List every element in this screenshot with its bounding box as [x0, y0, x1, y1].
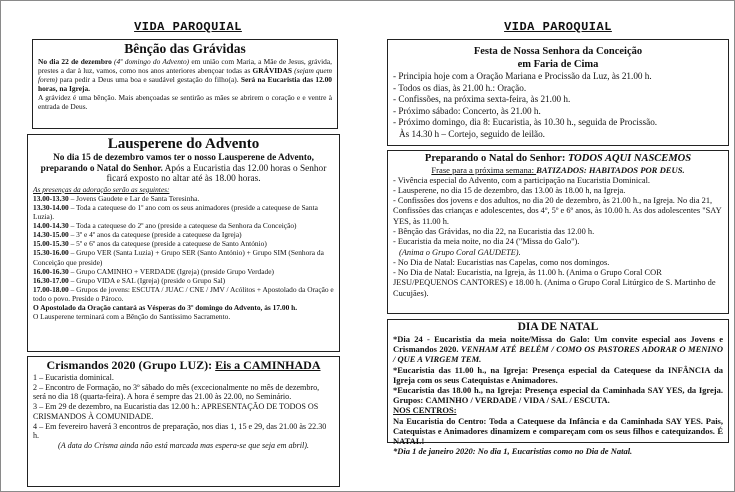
natal-body	[393, 334, 723, 456]
crismandos-list	[33, 373, 334, 441]
schedule-row	[33, 230, 334, 239]
lausperene-title: Lausperene do Advento	[107, 136, 260, 152]
list-item: - Lausperene, no dia 15 de dezembro, das 13.00 às 18.00 h, na Igreja.	[393, 185, 626, 195]
natal-p1: *Dia 24 - Eucaristia da meia noite/Missa do Galo: Um convite especial aos Jovens e Crismandos 2020. VENHAM ATÉ BELÉM / COMO OS PASTORES ADORAR O MENINO / QUE A VIRGEM TEM.	[393, 334, 723, 365]
list-item: - Vivência especial do Advento, com a participação na Eucaristia Dominical.	[393, 175, 651, 185]
schedule-text: – 5º e 6º anos da catequese (preside a catequese de Santo António)	[68, 239, 267, 249]
gravidas-note: A grávidez é uma bênção. Mais abençoadas se sentirão as mães se abrirem o coração e e ventre à entrada de Deus.	[38, 93, 332, 112]
schedule-text: – 3º e 4º anos da catequese (preside a catequese da Igreja)	[68, 230, 242, 240]
schedule-time: 14.00-14.30	[33, 221, 69, 231]
schedule-row	[33, 194, 334, 203]
list-item: - Bênção das Grávidas, no dia 22, na Eucaristia das 12.00 h.	[393, 226, 595, 236]
schedule-text: – Jovens Gaudete e Lar de Santa Teresinha.	[68, 193, 200, 203]
list-item: - No Dia de Natal: Eucaristia, na Igreja, às 11.00 h. (Anima o Grupo Coral COR JESU/PEQUENOS CANTORES) e 18.00 h. (Anima o Grupo Coral Litúrgico de S. Martinho de Cucujães).	[393, 268, 716, 298]
schedule-row	[33, 267, 334, 276]
schedule-time: 13.30-14.00	[33, 202, 69, 212]
list-item: - Eucaristia da meia noite, no dia 24 ("Missa do Galo").	[393, 237, 580, 247]
gravidas-text: No dia 22 de dezembro (4º domingo do Advento) em união com Maria, a Mãe de Jesus, grávida, prestes a dar à luz, vamos, como nos anos anteriores abençoar todas as GRÁVIDAS (sejam quem forem) para pedir a Deus uma boa e saudável gestação do filho(a). Será na Eucaristia das 12.00 horas, na Igreja.	[38, 57, 333, 94]
list-item: - Confissões dos jovens e dos adultos, no dia 20 de dezembro, às 21.00 h., na Igreja. No dia 21, Confissões das crianças e adolescentes, dos 4º, 5º e 6º anos, às 10.00 h. As dos adolescentes "SAY YES, às 11.00 h.	[393, 196, 722, 226]
gravidas-title: Bênção das Grávidas	[124, 41, 246, 56]
left-column	[7, 1, 369, 39]
schedule-text: – Toda a catequese do 2º ano (preside a catequese da Senhora da Conceição)	[68, 221, 297, 231]
schedule-row	[33, 221, 334, 230]
schedule-row	[33, 248, 334, 266]
schedule-text: – Toda a catequese do 1º ano com os seus animadores (preside a catequese de Santa Luzia).	[33, 202, 318, 222]
lausperene-subhead: As presenças da adoração serão as seguintes:	[33, 184, 170, 194]
lausperene-closing1: O Apostolado da Oração cantará as Vésperas do 3º domingo do Advento, às 17.00 h.	[33, 303, 298, 312]
crismandos-box	[27, 356, 340, 487]
preparando-frase: Frase para a próxima semana: BATIZADOS: HABITADOS POR DEUS.	[431, 165, 685, 175]
crismandos-title: Crismandos 2020 (Grupo LUZ): Eis a CAMINHADA	[46, 358, 321, 372]
conceicao-box	[387, 39, 729, 146]
list-item: 3 – Em 29 de dezembro, na Eucaristia das 12.00 h.: APRESENTAÇÃO DE TODOS OS CRISMANDOS À COMUNIDADE.	[33, 402, 319, 421]
schedule-row	[33, 239, 334, 248]
list-item: (Anima o Grupo Coral GAUDETE).	[399, 247, 521, 257]
list-item: 4 – Em fevereiro haverá 3 encontros de preparação, nos dias 1, 15 e 29, das 21.00 às 22.30 h.	[33, 421, 327, 441]
schedule-text: – Grupo CAMINHO + VERDADE (Igreja) (preside Grupo Verdade)	[68, 266, 274, 276]
lausperene-closing2: O Lausperene terminará com a Bênção do Santíssimo Sacramento.	[33, 312, 231, 322]
list-item: - Próximo domingo, dia 8: Eucaristia, às 10.30 h., seguida de Procissão.	[393, 117, 658, 128]
list-item: 1 – Eucaristia dominical.	[33, 373, 114, 382]
left-header: VIDA PAROQUIAL	[134, 20, 242, 34]
schedule-text: – Grupo VER (Santa Luzia) + Grupo SER (Santo António) + Grupo SIM (Senhora da Conceição que preside)	[33, 248, 324, 267]
right-header: VIDA PAROQUIAL	[504, 20, 612, 34]
natal-p4: NOS CENTROS:	[393, 405, 457, 416]
natal-p2: *Eucaristia das 11.00 h., na Igreja: Presença especial da Catequese da INFÂNCIA da Igreja com os seus Catequistas e Animadores.	[393, 364, 723, 385]
lausperene-box	[27, 134, 340, 352]
list-item: Às 14.30 h – Cortejo, seguido de leilão.	[399, 128, 545, 139]
list-item: - No Dia de Natal: Eucaristias nas Capelas, como nos domingos.	[393, 257, 610, 267]
schedule-row	[33, 276, 334, 285]
schedule-time: 15.00-15.30	[33, 239, 69, 249]
list-item: - Principia hoje com a Oração Mariana e Procissão da Luz, às 21.00 h.	[393, 71, 652, 81]
schedule-text: – Grupos de jovens: ESCUTA / JUAC / CNE / JMV / Acólitos + Apostolado da Oração e todo o povo. Preside o Pároco.	[33, 284, 334, 303]
right-column	[383, 1, 733, 39]
list-item: - Próximo sábado: Concerto, às 21.00 h.	[393, 105, 541, 116]
natal-p3: *Eucaristia das 18.00 h., na Igreja: Presença especial da Caminhada SAY YES, da Igreja. Grupos: CAMINHO / VERDADE / VIDA / SAL / ESCUTA.	[393, 385, 723, 406]
schedule-row	[33, 203, 334, 221]
preparando-list	[393, 176, 723, 300]
schedule-row	[33, 285, 334, 303]
natal-box	[387, 319, 729, 457]
gravidas-box	[32, 39, 338, 129]
conceicao-title: Festa de Nossa Senhora da Conceição	[473, 46, 643, 57]
list-item: - Confissões, na próxima sexta-feira, às 21.00 h.	[393, 94, 571, 105]
lausperene-intro: No dia 15 de dezembro vamos ter o nosso Lausperene de Advento, preparando o Natal do Senhor. Após a Eucaristia das 12.00 horas o Senhor ficará exposto no altar até às 18.00 horas.	[40, 153, 327, 185]
natal-title: DIA DE NATAL	[517, 321, 599, 333]
schedule-time: 15.30-16.00	[33, 248, 69, 258]
schedule-time: 13.00-13.30	[33, 193, 69, 203]
natal-p6: *Dia 1 de janeiro 2020: No dia 1, Eucaristias como no Dia de Natal.	[393, 446, 633, 457]
schedule-time: 14.30-15.00	[33, 230, 69, 240]
schedule-time: 16.00-16.30	[33, 266, 69, 276]
schedule-time: 16.30-17.00	[33, 275, 69, 285]
list-item: - Todos os dias, às 21.00 h.: Oração.	[393, 82, 527, 93]
crismandos-note: (A data do Crisma ainda não está marcada mas espera-se que seja em abril).	[58, 440, 309, 450]
schedule-text: – Grupo VIDA e SAL (Igreja) (preside o Grupo Sal)	[68, 275, 226, 285]
conceicao-subtitle: em Faria de Cima	[517, 59, 599, 70]
list-item: 2 – Encontro de Formação, no 3º sábado do mês (excecionalmente no mês de dezembro, será no dia 18 (quarta-feira). A hora é sempre das 21.00 às 22.00, no Seminário.	[33, 382, 320, 402]
lausperene-schedule	[33, 194, 334, 303]
preparando-title: Preparando o Natal do Senhor: TODOS AQUI NASCEMOS	[424, 153, 692, 164]
natal-p5: Na Eucaristia do Centro: Toda a Catequese da Infância e da Caminhada SAY YES. Pais, Catequistas e Animadores dinamizem e compareçam com os seus filhos e catequizandos. É NATAL!	[393, 415, 723, 447]
conceicao-list	[393, 71, 723, 141]
schedule-time: 17.00-18.00	[33, 284, 69, 294]
preparando-box	[387, 150, 729, 314]
